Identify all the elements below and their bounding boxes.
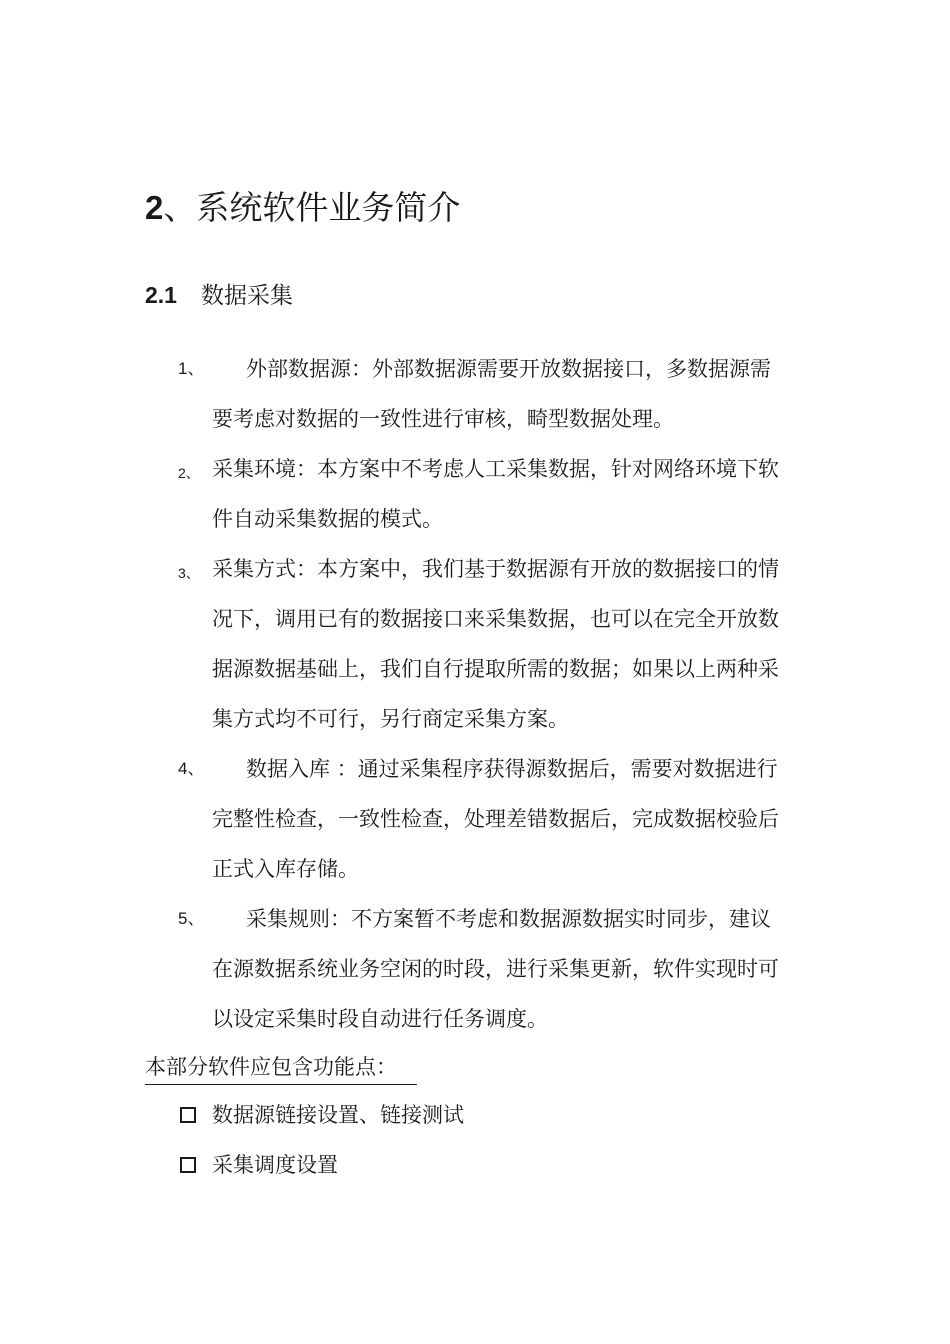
list-item-line: 件自动采集数据的模式。 bbox=[212, 507, 443, 531]
list-item-line: 正式入库存储。 bbox=[212, 857, 359, 881]
list-item-line: 据源数据基础上，我们自行提取所需的数据；如果以上两种采 bbox=[212, 657, 779, 681]
list-item-line: 采集规则：不方案暂不考虑和数据源数据实时同步，建议 bbox=[246, 907, 771, 931]
checkbox-icon bbox=[180, 1157, 196, 1173]
chapter-number: 2 bbox=[145, 189, 164, 226]
list-marker: 1、 bbox=[178, 359, 205, 378]
list-item-line: 以设定采集时段自动进行任务调度。 bbox=[212, 1007, 548, 1031]
checkbox-icon bbox=[180, 1107, 196, 1123]
chapter-title: 、系统软件业务简介 bbox=[163, 188, 461, 227]
list-item bbox=[0, 744, 950, 894]
feature-label: 数据源链接设置、链接测试 bbox=[212, 1103, 464, 1127]
list-item bbox=[0, 344, 950, 444]
list-item-line: 完整性检查，一致性检查，处理差错数据后，完成数据校验后 bbox=[212, 807, 779, 831]
list-marker: 5、 bbox=[178, 909, 205, 928]
list-item-line: 在源数据系统业务空闲的时段，进行采集更新，软件实现时可 bbox=[212, 957, 779, 981]
list-item bbox=[0, 544, 950, 744]
list-item-line: 外部数据源：外部数据源需要开放数据接口，多数据源需 bbox=[246, 357, 771, 381]
list-item-line: 采集环境：本方案中不考虑人工采集数据，针对网络环境下软 bbox=[212, 457, 779, 481]
list-item bbox=[0, 894, 950, 1044]
list-item-line: 况下，调用已有的数据接口来采集数据，也可以在完全开放数 bbox=[212, 607, 779, 631]
list-item-line: 要考虑对数据的一致性进行审核，畸型数据处理。 bbox=[212, 407, 674, 431]
list-marker: 3、 bbox=[178, 565, 200, 581]
list-item-line: 采集方式：本方案中，我们基于数据源有开放的数据接口的情 bbox=[212, 557, 779, 581]
section-heading bbox=[145, 278, 293, 313]
list-item-line: 集方式均不可行，另行商定采集方案。 bbox=[212, 707, 569, 731]
features-summary-label: 本部分软件应包含功能点： bbox=[145, 1050, 417, 1085]
list-item bbox=[0, 444, 950, 544]
section-number: 2.1 bbox=[145, 282, 177, 308]
feature-label: 采集调度设置 bbox=[212, 1153, 338, 1177]
chapter-heading bbox=[145, 184, 460, 232]
section-title: 数据采集 bbox=[200, 283, 293, 309]
list-marker: 2、 bbox=[178, 465, 200, 481]
list-marker: 4、 bbox=[178, 759, 205, 778]
list-item-line: 数据入库 ：通过采集程序获得源数据后，需要对数据进行 bbox=[246, 757, 778, 781]
numbered-list bbox=[0, 344, 950, 1044]
